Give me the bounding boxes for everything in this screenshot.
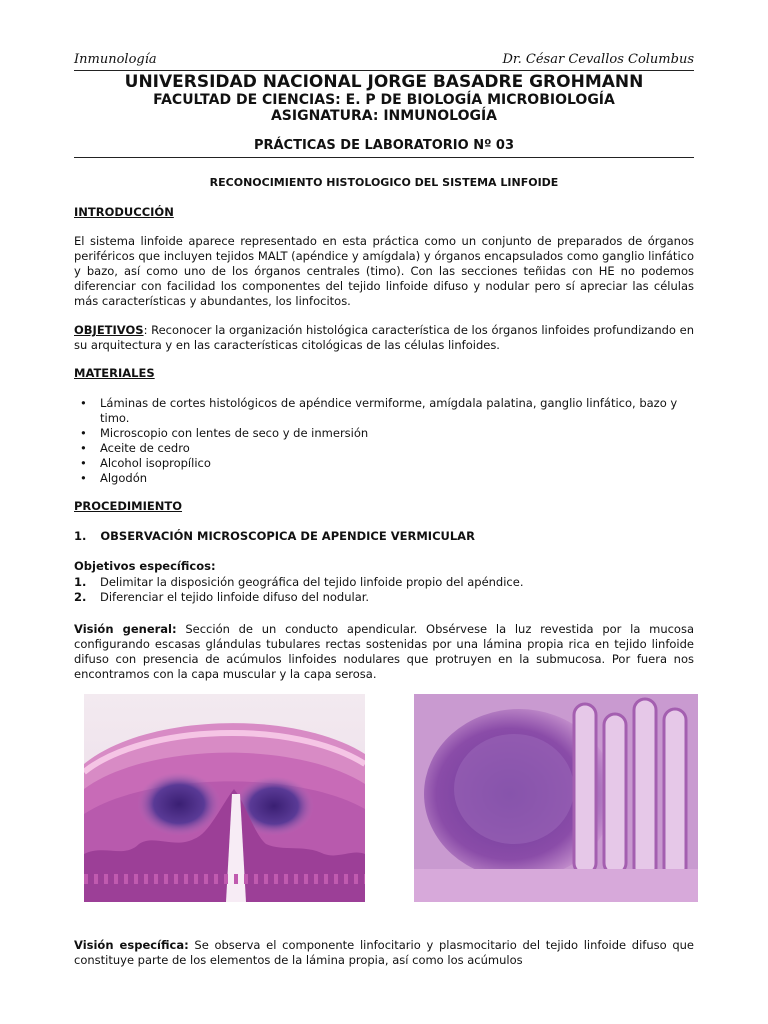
section-title-row	[74, 529, 475, 543]
bullet: •	[80, 426, 87, 440]
university-title: UNIVERSIDAD NACIONAL JORGE BASADRE GROHMANN	[124, 72, 644, 92]
list-item	[74, 471, 694, 486]
list-item-text: Láminas de cortes histológicos de apéndice vermiforme, amígdala palatina, ganglio linfático, bazo y timo.	[100, 396, 678, 425]
list-item	[74, 441, 694, 456]
list-item-text: Algodón	[100, 471, 148, 485]
intro-paragraph: El sistema linfoide aparece representado en esta práctica como un conjunto de preparados de órganos periféricos que incluyen tejidos MALT (apéndice y amígdala) y órganos encapsulados como ganglio linfático y bazo, así como uno de los órganos centrales (timo). Con las secciones teñidas con HE no podemos diferenciar con facilidad los componentes del tejido linfoide difuso y nodular pero sí apreciar las células más características y abundantes, los linfocitos.	[74, 234, 694, 308]
appendix-micrograph-low-graphic	[84, 694, 365, 902]
specific-view-text: Se observa el componente linfocitario y plasmocitario del tejido linfoide difuso que constituye parte de los elementos de la lámina propia, así como los acúmulos	[74, 938, 694, 967]
appendix-micrograph-low	[84, 694, 365, 902]
general-view-paragraph	[74, 622, 694, 682]
list-item	[74, 590, 694, 605]
list-item	[74, 456, 694, 471]
materials-list	[74, 396, 694, 486]
bullet: •	[80, 396, 87, 410]
general-view-text: Sección de un conducto apendicular. Obsérvese la luz revestida por la mucosa configurando escasas glándulas tubulares rectas sostenidas por una lámina propia rica en tejido linfoide difuso con presencia de acúmulos linfoides nodulares que protruyen en la submucosa. Por fuera nos encontramos con la capa muscular y la capa serosa.	[74, 622, 695, 681]
objectives-text: : Reconocer la organización histológica característica de los órganos linfoides profundizando en su arquitectura y en las características citológicas de las células linfoides.	[74, 323, 694, 352]
list-item	[74, 426, 694, 441]
specific-objectives-list	[74, 575, 694, 605]
procedure-heading: PROCEDIMIENTO	[74, 499, 183, 513]
intro-heading: INTRODUCCIÓN	[74, 205, 174, 219]
list-item-text: Microscopio con lentes de seco y de inmersión	[100, 426, 369, 440]
specific-view-paragraph	[74, 938, 694, 968]
bullet: •	[80, 456, 87, 470]
list-item-text: Delimitar la disposición geográfica del tejido linfoide propio del apéndice.	[100, 575, 524, 589]
faculty-title: FACULTAD DE CIENCIAS: E. P DE BIOLOGÍA MICROBIOLOGÍA	[153, 92, 615, 108]
running-header	[74, 50, 694, 71]
section-title: OBSERVACIÓN MICROSCOPICA DE APENDICE VERMICULAR	[100, 529, 475, 543]
list-number: 2.	[74, 590, 87, 604]
list-number: 1.	[74, 575, 87, 589]
header-author: Dr. César Cevallos Columbus	[502, 52, 694, 67]
appendix-micrograph-high-graphic	[414, 694, 698, 902]
subject-title: ASIGNATURA: INMUNOLOGÍA	[270, 108, 498, 124]
bullet: •	[80, 441, 87, 455]
general-view-label: Visión general:	[74, 622, 177, 636]
practice-title: PRÁCTICAS DE LABORATORIO Nº 03	[74, 138, 694, 158]
list-item	[74, 396, 694, 426]
list-item-text: Alcohol isopropílico	[100, 456, 211, 470]
section-number: 1.	[74, 529, 87, 543]
objectives-label: OBJETIVOS	[74, 323, 144, 337]
materials-heading: MATERIALES	[74, 366, 155, 380]
list-item-text: Diferenciar el tejido linfoide difuso del nodular.	[100, 590, 370, 604]
list-item	[74, 575, 694, 590]
specific-objectives-heading: Objetivos específicos:	[74, 559, 216, 573]
appendix-micrograph-high	[414, 694, 698, 902]
list-item-text: Aceite de cedro	[100, 441, 190, 455]
topic-title: RECONOCIMIENTO HISTOLOGICO DEL SISTEMA LINFOIDE	[209, 176, 559, 189]
specific-view-label: Visión específica:	[74, 938, 189, 952]
header-course: Inmunología	[74, 52, 157, 67]
bullet: •	[80, 471, 87, 485]
objectives-paragraph	[74, 323, 694, 353]
